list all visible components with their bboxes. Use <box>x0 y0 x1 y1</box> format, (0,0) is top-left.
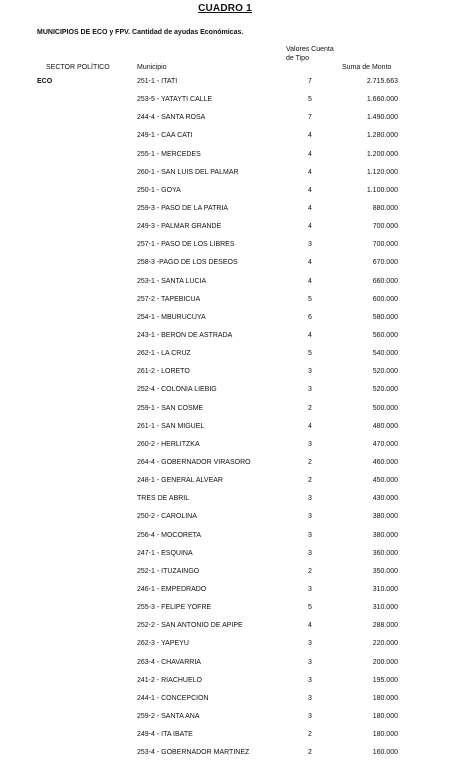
table-row <box>0 618 450 636</box>
cell-monto: 600.000 <box>372 295 398 303</box>
cell-tipo: 3 <box>308 712 312 720</box>
cell-municipio: 241-2 - RIACHUELO <box>137 676 202 684</box>
cell-tipo: 3 <box>308 676 312 684</box>
cell-monto: 480.000 <box>372 422 398 430</box>
cell-monto: 460.000 <box>372 458 398 466</box>
cell-municipio: 246-1 - EMPEDRADO <box>137 585 207 593</box>
cell-tipo: 4 <box>308 132 312 140</box>
cell-municipio: 259-2 - SANTA ANA <box>137 712 200 720</box>
cell-municipio: 243-1 - BERON DE ASTRADA <box>137 331 233 339</box>
cell-tipo: 2 <box>308 731 312 739</box>
table-row <box>0 709 450 727</box>
table-row <box>0 165 450 183</box>
cell-monto: 1.280.000 <box>366 132 398 140</box>
cell-tipo: 2 <box>308 749 312 757</box>
cell-tipo: 3 <box>308 513 312 521</box>
column-header-tipo: Valores Cuenta de Tipo <box>286 46 334 62</box>
table-row <box>0 110 450 128</box>
cell-monto: 380.000 <box>372 531 398 539</box>
cell-municipio: 263-4 - CHAVARRIA <box>137 658 201 666</box>
cell-tipo: 2 <box>308 458 312 466</box>
cell-tipo: 3 <box>308 694 312 702</box>
table-row <box>0 437 450 455</box>
data-table-body <box>0 74 450 763</box>
cell-municipio: 249-1 - CAA CATI <box>137 132 193 140</box>
cell-monto: 200.000 <box>372 658 398 666</box>
cell-monto: 1.490.000 <box>366 114 398 122</box>
column-header-sector: SECTOR POLÍTICO <box>46 64 110 71</box>
cell-monto: 195.000 <box>372 676 398 684</box>
cell-monto: 380.000 <box>372 513 398 521</box>
cell-municipio: 259-1 - SAN COSME <box>137 404 204 412</box>
cell-municipio: 249-3 - PALMAR GRANDE <box>137 223 222 231</box>
cell-tipo: 4 <box>308 168 312 176</box>
cell-tipo: 5 <box>308 604 312 612</box>
table-row <box>0 128 450 146</box>
table-row <box>0 237 450 255</box>
cell-tipo: 7 <box>308 78 312 85</box>
table-row <box>0 727 450 745</box>
cell-monto: 220.000 <box>372 640 398 648</box>
cell-municipio: 253-5 - YATAYTI CALLE <box>137 96 213 104</box>
cell-municipio: 262-1 - LA CRUZ <box>137 350 191 358</box>
table-row <box>0 147 450 165</box>
cell-monto: 350.000 <box>372 567 398 575</box>
cell-municipio: 262-3 - YAPEYU <box>137 640 189 648</box>
cell-monto: 880.000 <box>372 204 398 212</box>
cell-monto: 310.000 <box>372 604 398 612</box>
cell-municipio: 257-2 - TAPEBICUA <box>137 295 201 303</box>
cell-tipo: 5 <box>308 96 312 104</box>
cell-municipio: 247-1 - ESQUINA <box>137 549 193 557</box>
column-header-municipio: Municipio <box>137 64 167 71</box>
cell-monto: 520.000 <box>372 368 398 376</box>
table-row <box>0 274 450 292</box>
cell-municipio: 252-4 - COLONIA LIEBIG <box>137 386 217 394</box>
cell-monto: 180.000 <box>372 731 398 739</box>
table-row <box>0 673 450 691</box>
cell-tipo: 4 <box>308 186 312 194</box>
cell-municipio: 252-2 - SAN ANTONIO DE APIPE <box>137 622 243 630</box>
cell-municipio: 249-4 - ITA IBATE <box>137 731 193 739</box>
cell-monto: 450.000 <box>372 477 398 485</box>
cell-municipio: 253-4 - GOBERNADOR MARTINEZ <box>137 749 250 757</box>
cell-tipo: 3 <box>308 585 312 593</box>
cell-tipo: 4 <box>308 331 312 339</box>
cell-municipio: 255-1 - MERCEDES <box>137 150 201 158</box>
cell-municipio: 256-4 - MOCORETA <box>137 531 202 539</box>
table-row <box>0 292 450 310</box>
table-row <box>0 491 450 509</box>
cell-tipo: 5 <box>308 295 312 303</box>
cell-tipo: 4 <box>308 150 312 158</box>
cell-monto: 160.000 <box>372 749 398 757</box>
cell-tipo: 2 <box>308 567 312 575</box>
cell-municipio: 261-2 - LORETO <box>137 368 190 376</box>
table-row <box>0 346 450 364</box>
table-row <box>0 219 450 237</box>
cell-tipo: 3 <box>308 241 312 249</box>
cell-monto: 288.000 <box>372 622 398 630</box>
cell-municipio: 244-4 - SANTA ROSA <box>137 114 206 122</box>
cell-monto: 700.000 <box>372 241 398 249</box>
cell-monto: 1.200.000 <box>366 150 398 158</box>
cell-monto: 430.000 <box>372 495 398 503</box>
cell-municipio: 258-3 -PAGO DE LOS DESEOS <box>137 259 238 267</box>
document-title: CUADRO 1 <box>198 3 252 14</box>
cell-municipio: 259-3 - PASO DE LA PATRIA <box>137 204 229 212</box>
cell-monto: 1.660.000 <box>366 96 398 104</box>
table-row <box>0 255 450 273</box>
cell-municipio: 253-1 - SANTA LUCIA <box>137 277 207 285</box>
cell-tipo: 2 <box>308 404 312 412</box>
cell-tipo: 3 <box>308 495 312 503</box>
table-row <box>0 364 450 382</box>
cell-municipio: 244-1 - CONCEPCION <box>137 694 209 702</box>
cell-municipio: 248-1 - GENERAL ALVEAR <box>137 477 223 485</box>
cell-monto: 310.000 <box>372 585 398 593</box>
table-row <box>0 473 450 491</box>
cell-monto: 1.120.000 <box>366 168 398 176</box>
cell-tipo: 2 <box>308 477 312 485</box>
cell-monto: 670.000 <box>372 259 398 267</box>
cell-monto: 1.100.000 <box>366 186 398 194</box>
cell-monto: 520.000 <box>372 386 398 394</box>
cell-monto: 540.000 <box>372 350 398 358</box>
cell-monto: 700.000 <box>372 223 398 231</box>
cell-monto: 2.715.663 <box>366 78 398 85</box>
table-row <box>0 419 450 437</box>
table-row <box>0 509 450 527</box>
cell-tipo: 3 <box>308 368 312 376</box>
table-row <box>0 74 450 92</box>
cell-municipio: 252-1 - ITUZAINGO <box>137 567 200 575</box>
cell-tipo: 3 <box>308 531 312 539</box>
cell-tipo: 3 <box>308 658 312 666</box>
cell-tipo: 6 <box>308 313 312 321</box>
document-subtitle: MUNICIPIOS DE ECO y FPV. Cantidad de ayudas Económicas. <box>37 29 244 36</box>
cell-monto: 180.000 <box>372 712 398 720</box>
cell-municipio: 255-3 - FELIPE YOFRE <box>137 604 212 612</box>
table-row <box>0 655 450 673</box>
cell-tipo: 4 <box>308 259 312 267</box>
cell-municipio: 261-1 - SAN MIGUEL <box>137 422 205 430</box>
table-row <box>0 183 450 201</box>
cell-monto: 580.000 <box>372 313 398 321</box>
cell-municipio: 250-1 - GOYA <box>137 186 181 194</box>
cell-sector: ECO <box>37 78 53 85</box>
cell-tipo: 4 <box>308 422 312 430</box>
cell-municipio: TRES DE ABRIL <box>137 495 190 503</box>
cell-monto: 470.000 <box>372 440 398 448</box>
column-header-monto: Suma de Monto <box>342 64 392 71</box>
cell-tipo: 5 <box>308 350 312 358</box>
table-row <box>0 600 450 618</box>
cell-monto: 560.000 <box>372 331 398 339</box>
table-row <box>0 564 450 582</box>
cell-municipio: 257-1 - PASO DE LOS LIBRES <box>137 241 235 249</box>
table-row <box>0 636 450 654</box>
cell-monto: 500.000 <box>372 404 398 412</box>
table-row <box>0 745 450 763</box>
table-row <box>0 382 450 400</box>
table-row <box>0 582 450 600</box>
cell-tipo: 3 <box>308 440 312 448</box>
cell-tipo: 3 <box>308 386 312 394</box>
cell-municipio: 251-1 - ITATI <box>137 78 178 85</box>
cell-tipo: 3 <box>308 640 312 648</box>
cell-tipo: 3 <box>308 549 312 557</box>
table-row <box>0 401 450 419</box>
cell-monto: 180.000 <box>372 694 398 702</box>
table-row <box>0 201 450 219</box>
cell-municipio: 260-2 - HERLITZKA <box>137 440 200 448</box>
cell-tipo: 4 <box>308 277 312 285</box>
cell-tipo: 4 <box>308 622 312 630</box>
cell-tipo: 7 <box>308 114 312 122</box>
table-row <box>0 528 450 546</box>
table-row <box>0 328 450 346</box>
cell-monto: 660.000 <box>372 277 398 285</box>
table-row <box>0 310 450 328</box>
cell-tipo: 4 <box>308 223 312 231</box>
table-row <box>0 546 450 564</box>
table-row <box>0 455 450 473</box>
table-row <box>0 92 450 110</box>
table-row <box>0 691 450 709</box>
cell-municipio: 264-4 - GOBERNADOR VIRASORO <box>137 458 251 466</box>
cell-tipo: 4 <box>308 204 312 212</box>
cell-municipio: 260-1 - SAN LUIS DEL PALMAR <box>137 168 239 176</box>
cell-monto: 360.000 <box>372 549 398 557</box>
cell-municipio: 250-2 - CAROLINA <box>137 513 197 521</box>
cell-municipio: 254-1 - MBURUCUYA <box>137 313 206 321</box>
